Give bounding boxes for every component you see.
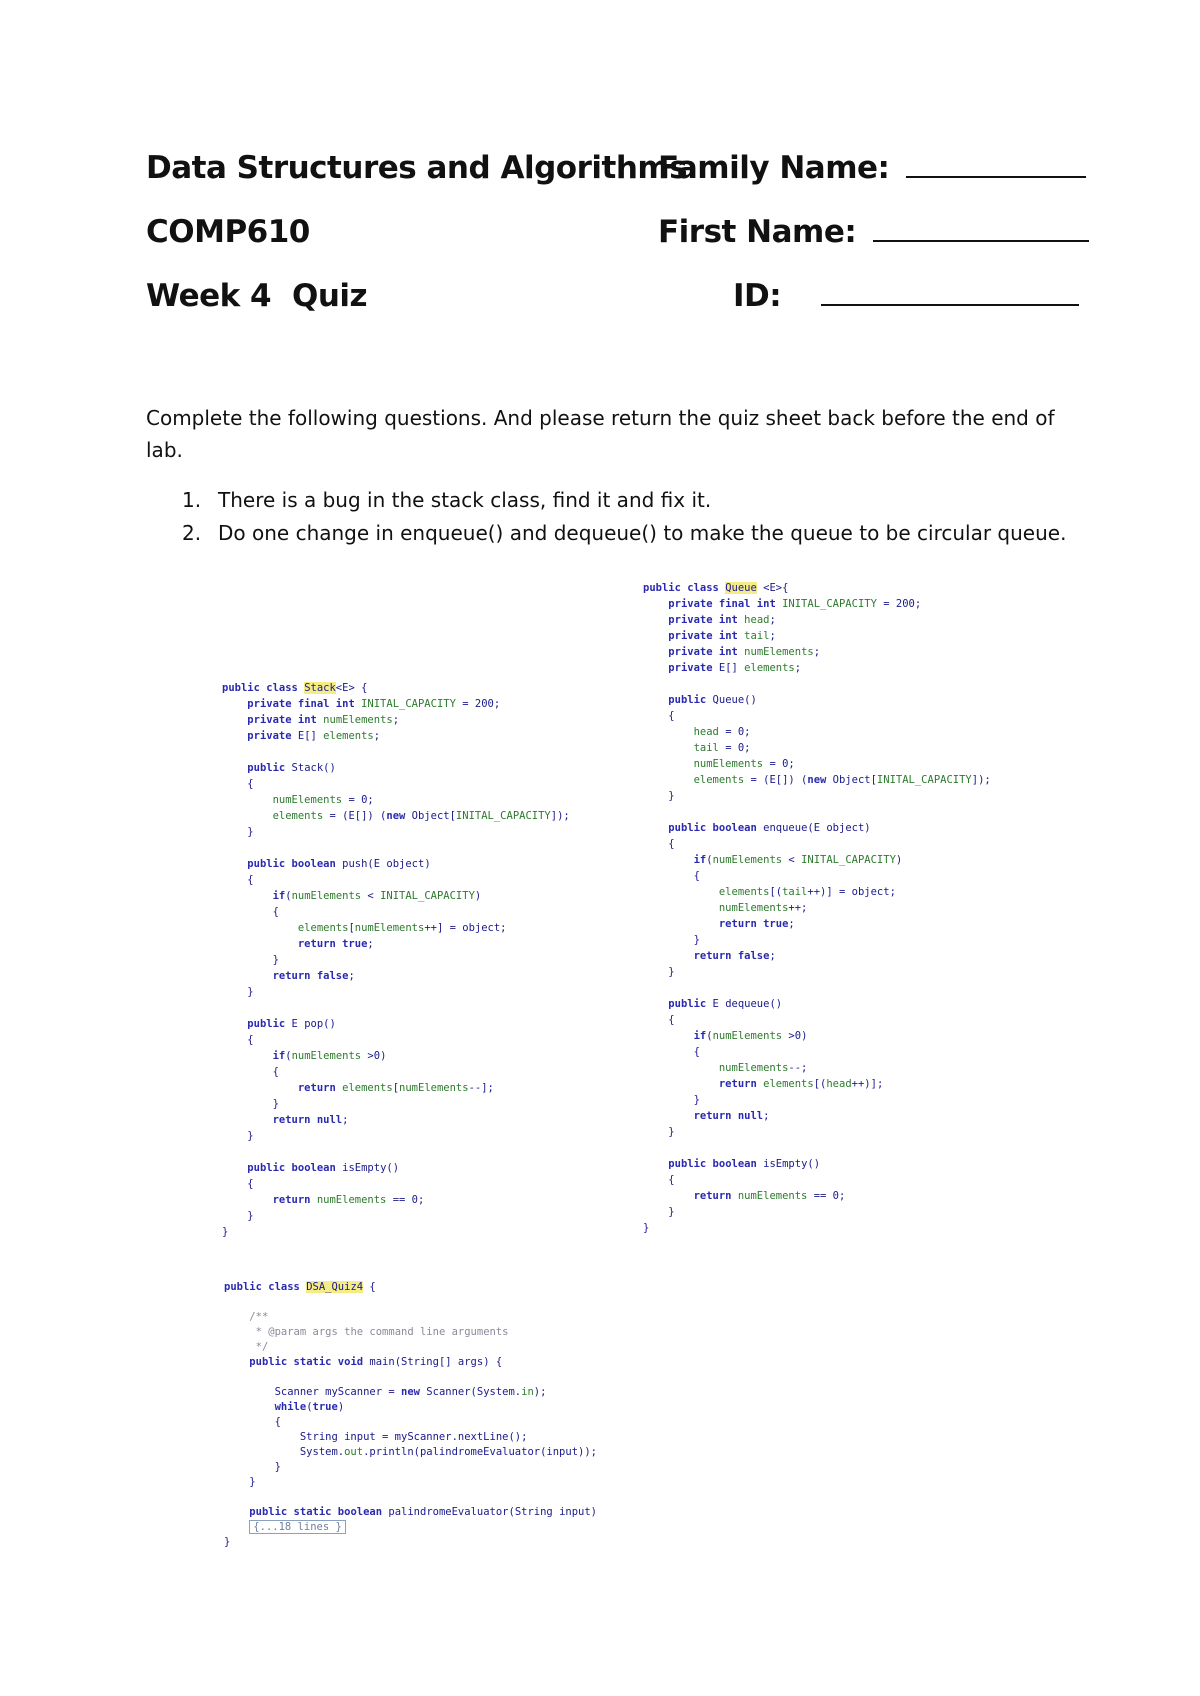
first-name-label: First Name: <box>658 214 857 250</box>
id-field <box>733 278 1079 314</box>
family-name-field <box>658 150 1086 186</box>
instructions: Complete the following questions. And please return the quiz sheet back before the end of lab. <box>146 406 1055 462</box>
stack-class-name: Stack <box>304 682 336 694</box>
family-name-label: Family Name: <box>658 150 890 186</box>
first-name-blank <box>873 216 1089 242</box>
queue-code: public class Queue <E>{ private final int INITAL_CAPACITY = 200; private int head; private int tail; private int numElements; private E[] elements; public Queue() { head = 0; tail = 0; numElements = 0; elements = (E[]) (new Object[INITAL_CAPACITY]); } public boolean enqueue(E object) { if(numElements < INITAL_CAPACITY) { elements[(tail++)] = object; numElements++; return true; } return false; } public E dequeue() { if(numElements >0) { numElements--; return elements[(head++)]; } return null; } public boolean isEmpty() { return numElements == 0; } } <box>643 582 991 1234</box>
question-item <box>146 517 1106 550</box>
main-class-name: DSA_Quiz4 <box>306 1281 364 1293</box>
family-name-blank <box>906 152 1086 178</box>
main-code: public class DSA_Quiz4 { /** * @param args the command line arguments */ public static void main(String[] args) { Scanner myScanner = new Scanner(System.in); while(true) { String input = myScanner.nextLine(); System.out.println(palindromeEvaluator(input)); } } public static boolean palindromeEvaluator(String input) {...18 lines } } <box>224 1281 597 1548</box>
id-label: ID: <box>733 278 782 314</box>
question-number: 2. <box>182 521 202 545</box>
week-label: Week 4 <box>146 278 272 314</box>
question-number: 1. <box>182 488 202 512</box>
question-item <box>146 484 1106 517</box>
queue-class-name: Queue <box>725 582 757 594</box>
question-list <box>146 484 1106 550</box>
stack-code: public class Stack<E> { private final int INITAL_CAPACITY = 200; private int numElements; private E[] elements; public Stack() { numElements = 0; elements = (E[]) (new Object[INITAL_CAPACITY]); } public boolean push(E object) { if(numElements < INITAL_CAPACITY) { elements[numElements++] = object; return true; } return false; } public E pop() { if(numElements >0) { return elements[numElements--]; } return null; } public boolean isEmpty() { return numElements == 0; } } <box>222 682 570 1238</box>
quiz-label: Quiz <box>292 278 368 314</box>
question-text: Do one change in enqueue() and dequeue() to make the queue to be circular queue. <box>218 521 1067 545</box>
question-text: There is a bug in the stack class, find it and fix it. <box>218 488 712 512</box>
course-title: Data Structures and Algorithms <box>146 150 688 186</box>
course-code: COMP610 <box>146 214 310 250</box>
first-name-field <box>658 214 1089 250</box>
id-blank <box>821 280 1079 306</box>
